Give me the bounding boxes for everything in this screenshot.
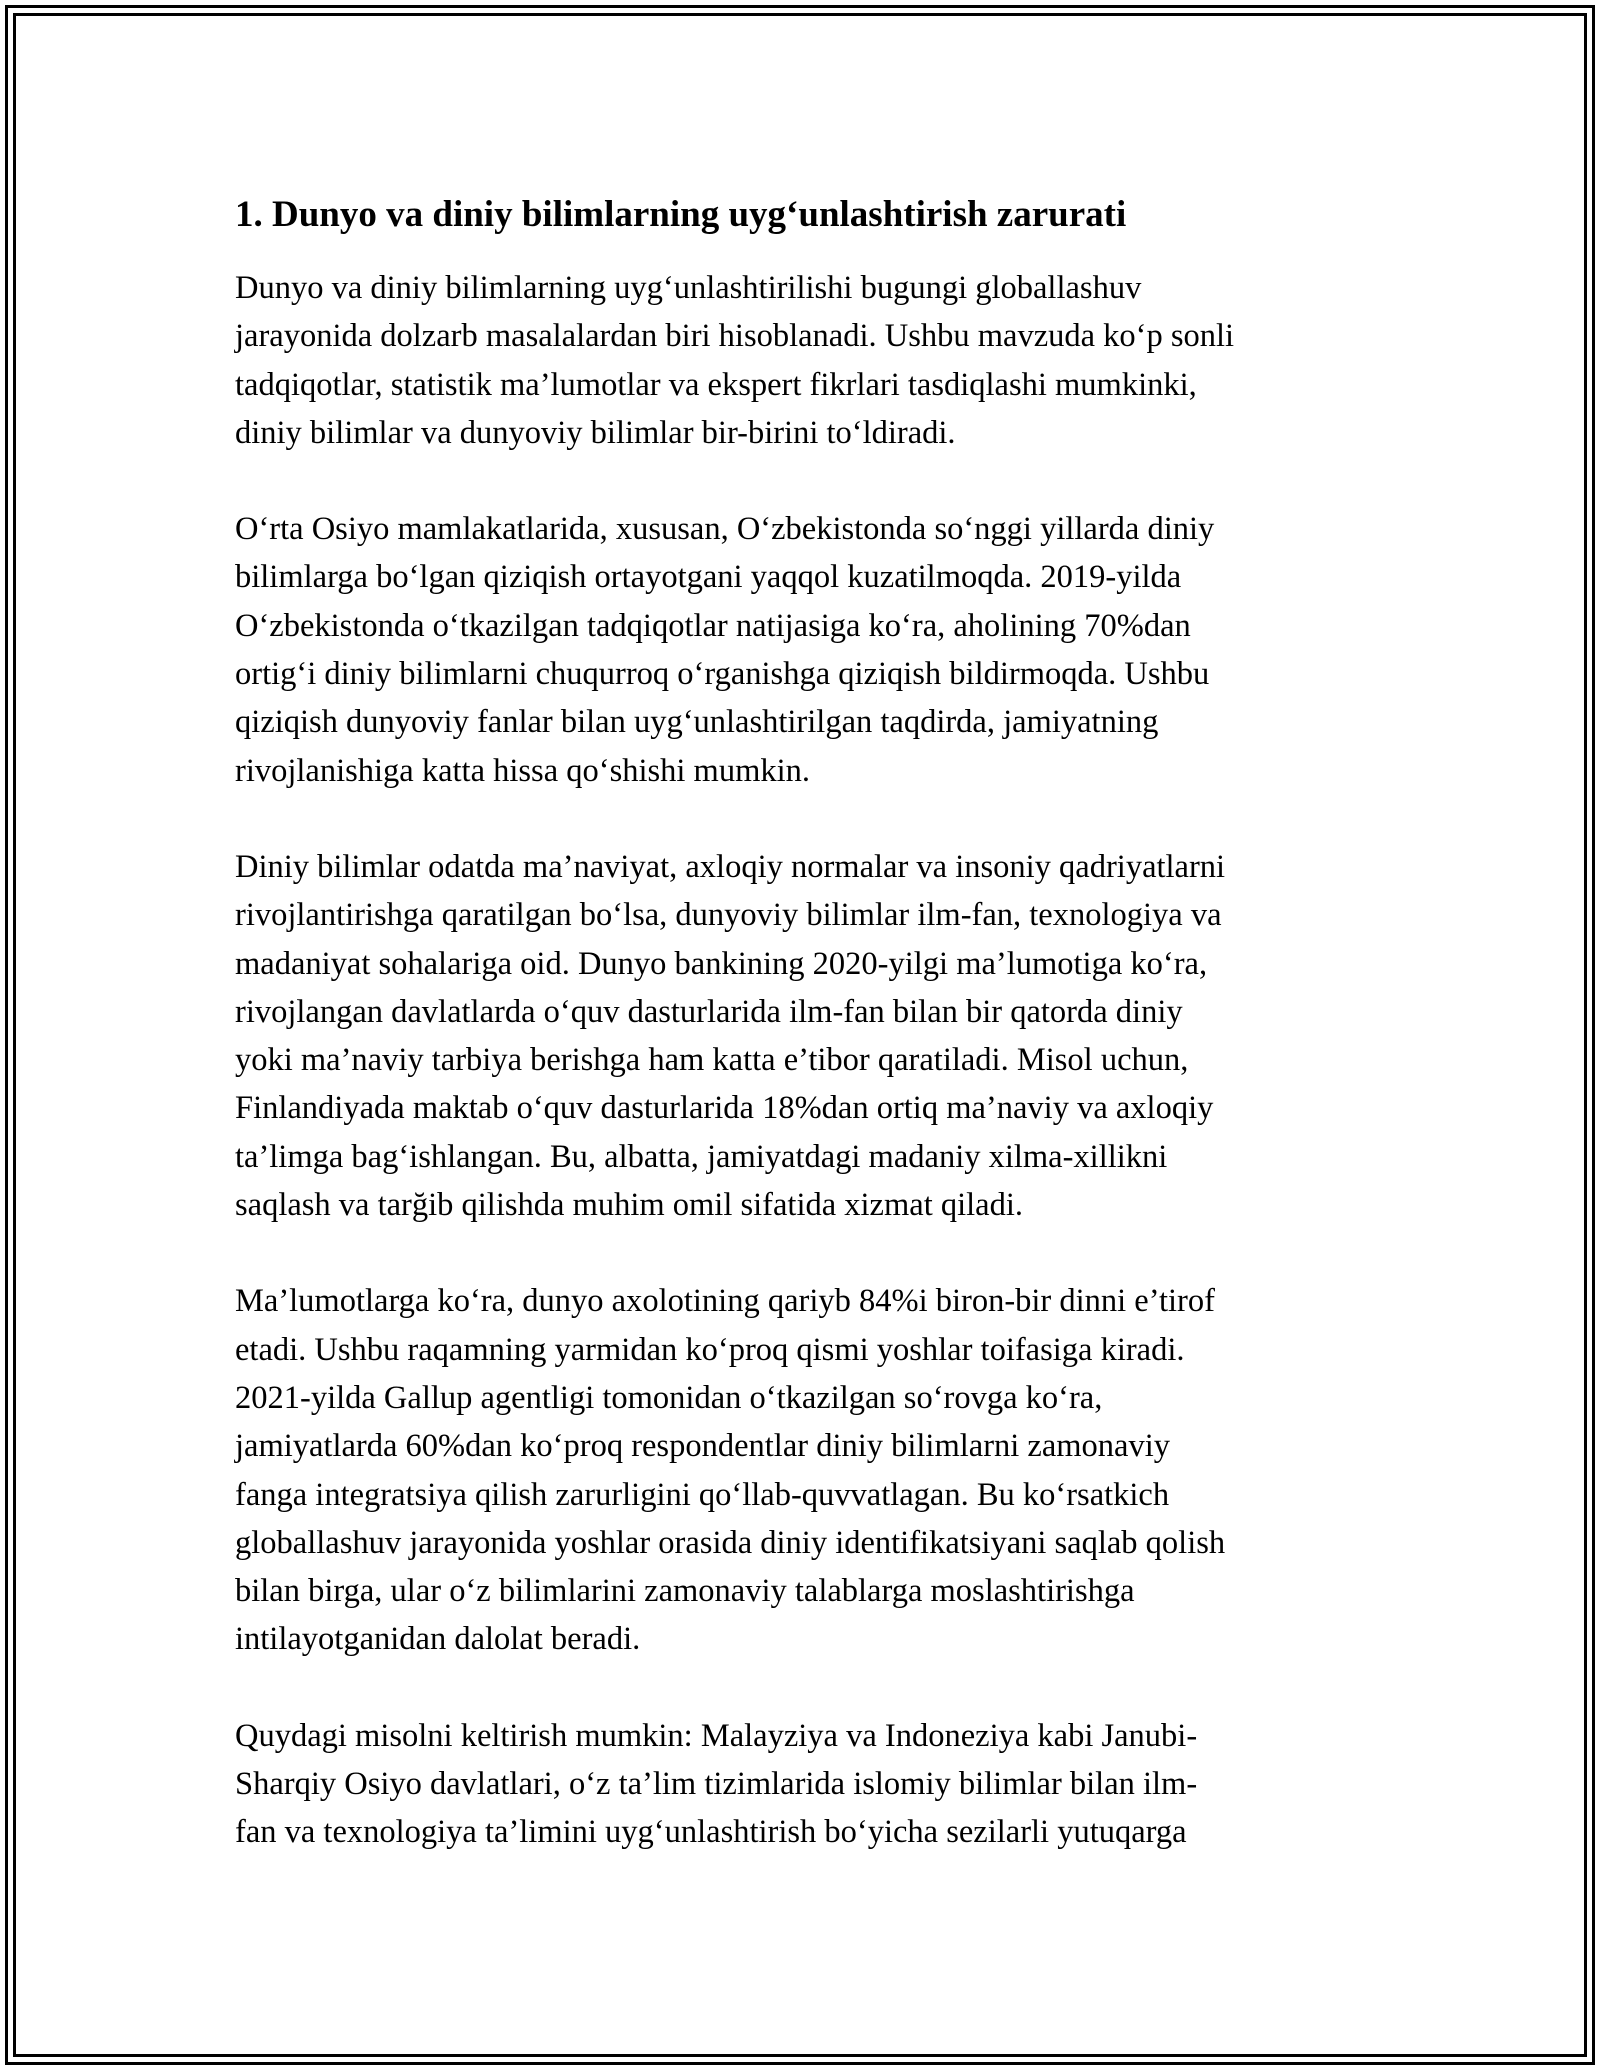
text-line: tadqiqotlar, statistik ma’lumotlar va ekspert fikrlari tasdiqlashi mumkinki,: [235, 366, 1197, 403]
text-line: Diniy bilimlar odatda ma’naviyat, axloqiy normalar va insoniy qadriyatlarni: [235, 848, 1226, 885]
text-line: rivojlangan davlatlarda o‘quv dasturlarida ilm-fan bilan bir qatorda diniy: [235, 993, 1183, 1030]
text-line: globallashuv jarayonida yoshlar orasida diniy identifikatsiyani saqlab qolish: [235, 1524, 1226, 1561]
paragraph-3: [235, 843, 1385, 1229]
text-line: Finlandiyada maktab o‘quv dasturlarida 18%dan ortiq ma’naviy va axloqiy: [235, 1090, 1214, 1127]
text-line: Dunyo va diniy bilimlarning uyg‘unlashtirilishi bugungi globallashuv: [235, 270, 1142, 306]
paragraph-1: [235, 264, 1385, 457]
paragraph-4: [235, 1277, 1385, 1663]
text-line: jarayonida dolzarb masalalardan biri hisoblanadi. Ushbu mavzuda ko‘p sonli: [235, 318, 1235, 355]
text-line: Quydagi misolni keltirish mumkin: Malayziya va Indoneziya kabi Janubi-: [235, 1717, 1198, 1754]
text-line: Sharqiy Osiyo davlatlari, o‘z ta’lim tizimlarida islomiy bilimlar bilan ilm-: [235, 1766, 1198, 1803]
text-line: madaniyat sohalariga oid. Dunyo bankining 2020-yilgi ma’lumotiga ko‘ra,: [235, 945, 1208, 982]
text-line: saqlash va tarğib qilishda muhim omil sifatida xizmat qiladi.: [235, 1187, 1023, 1224]
text-line: rivojlantirishga qaratilgan bo‘lsa, dunyoviy bilimlar ilm-fan, texnologiya va: [235, 897, 1222, 934]
text-line: bilimlarga bo‘lgan qiziqish ortayotgani yaqqol kuzatilmoqda. 2019-yilda: [235, 559, 1182, 596]
text-line: diniy bilimlar va dunyoviy bilimlar bir-birini to‘ldiradi.: [235, 414, 956, 451]
text-line: yoki ma’naviy tarbiya berishga ham katta e’tibor qaratiladi. Misol uchun,: [235, 1042, 1189, 1079]
text-line: bilan birga, ular o‘z bilimlarini zamonaviy talablarga moslashtirishga: [235, 1573, 1135, 1610]
document-body: [235, 188, 1385, 1905]
paragraph-5: [235, 1712, 1385, 1857]
text-line: ta’limga bag‘ishlangan. Bu, albatta, jamiyatdagi madaniy xilma-xillikni: [235, 1138, 1168, 1175]
text-line: etadi. Ushbu raqamning yarmidan ko‘proq qismi yoshlar toifasiga kiradi.: [235, 1331, 1185, 1368]
text-line: ortig‘i diniy bilimlarni chuqurroq o‘rganishga qiziqish bildirmoqda. Ushbu: [235, 656, 1210, 693]
text-line: O‘rta Osiyo mamlakatlarida, xususan, O‘zbekistonda so‘nggi yillarda diniy: [235, 511, 1215, 548]
text-line: O‘zbekistonda o‘tkazilgan tadqiqotlar natijasiga ko‘ra, aholining 70%dan: [235, 607, 1191, 644]
text-line: fan va texnologiya ta’limini uyg‘unlashtirish bo‘yicha sezilarli yutuqarga: [235, 1814, 1187, 1851]
text-line: fanga integratsiya qilish zarurligini qo‘llab-quvvatlagan. Bu ko‘rsatkich: [235, 1476, 1170, 1513]
text-line: intilayotganidan dalolat beradi.: [235, 1621, 641, 1658]
text-line: rivojlanishiga katta hissa qo‘shishi mumkin.: [235, 752, 811, 789]
text-line: 2021-yilda Gallup agentligi tomonidan o‘tkazilgan so‘rovga ko‘ra,: [235, 1379, 1103, 1416]
paragraph-2: [235, 505, 1385, 795]
text-line: jamiyatlarda 60%dan ko‘proq respondentlar diniy bilimlarni zamonaviy: [235, 1428, 1171, 1465]
section-heading: 1. Dunyo va diniy bilimlarning uyg‘unlashtirish zarurati: [235, 194, 1127, 235]
text-line: Ma’lumotlarga ko‘ra, dunyo axolotining qariyb 84%i biron-bir dinni e’tirof: [235, 1283, 1215, 1320]
text-line: qiziqish dunyoviy fanlar bilan uyg‘unlashtirilgan taqdirda, jamiyatning: [235, 704, 1159, 741]
